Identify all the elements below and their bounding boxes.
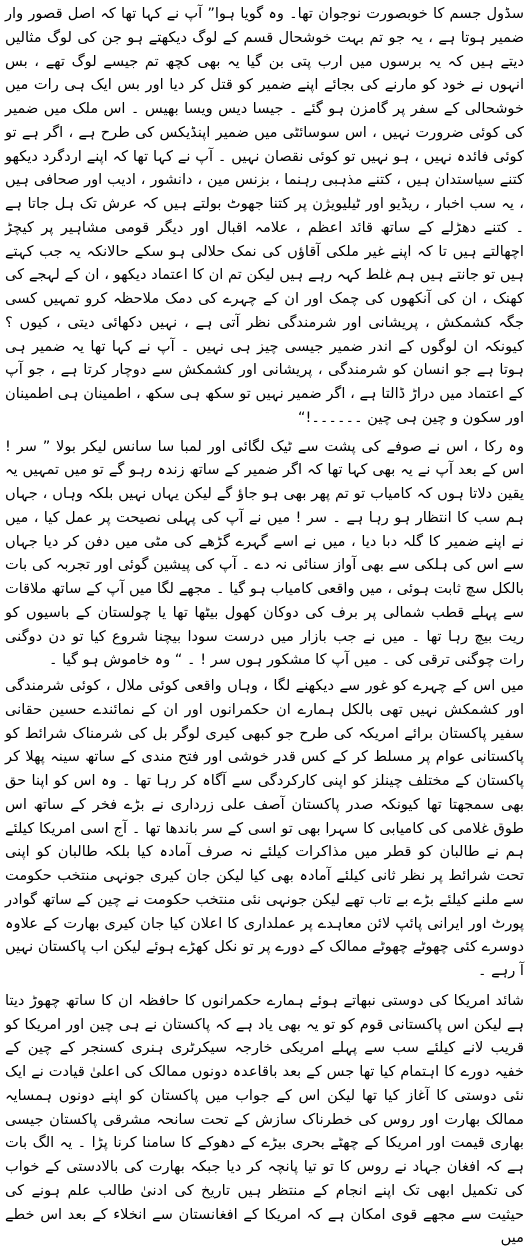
article-paragraph: میں اس کے چہرے کو غور سے دیکھنے لگا ، وہاں واقعی کوئی ملال ، کوئی شرمندگی اور کشمکش نہیں تھی بالکل ہمارے ان حکمرانوں اور ان کے نمائندے حسین حقانی سفیر پاکستان برائے امریکہ کی طرح جو کبھی کیری لوگر بل کی شرمناک شرائط کو پاکستانی عوام پر مسلط کر کے کس قدر خوشی اور فتح مندی کے ساتھ سینہ پھلا کر پاکستان کے مختلف چینلز کو اپنی کارکردگی سے آگاہ کر رہا تھا ۔ وہ اس کو اپنا حق بھی سمجھتا تھا کیونکہ صدر پاکستان آصف علی زرداری نے بڑے فخر کے ساتھ اس طوق غلامی کی کامیابی کا سہرا بھی تو اسی کے سر باندھا تھا ۔ آج اسی امریکا کیلئے ہم نے طالبان کو قطر میں مذاکرات کیلئے نہ صرف آمادہ کیا بلکہ طالبان کو اپنی تحت شرائط پر نظر ثانی کیلئے آمادہ بھی کیا لیکن جان کیری جونہی منتخب حکومت سے ملنے کیلئے بڑے بے تاب تھے لیکن جونہی نئی منتخب حکومت نے چین کے ساتھ گوادر پورٹ اور ایرانی پائپ لائن معاہدے پر عملداری کا اعلان کیا جان کیری بھارت کے علاوہ دوسرے کئی چھوٹے چھوٹے ممالک کے دورے پر تو نکل کھڑے ہوئے لیکن اب پاکستان نہیں آ رہے ۔ [5,677,524,979]
article-body [5,2,524,1250]
article-paragraph: سڈول جسم کا خوبصورت نوجوان تھا۔ وہ گویا ہوا” آپ نے کہا تھا کہ اصل قصور وار ضمیر ہوتا ہے ، یہ جو تم بہت خوشحال قسم کے لوگ دیکھتے ہو جن کی لوگ مثالیں دیتے ہیں کہ یہ برسوں میں ارب پتی بن گیا یہ بھی کچھ تم جیسے لوگ تھے ، بس انہوں نے خود کو مارنے کی بجائے اپنے ضمیر کو قتل کر دیا اور بس ایک ہی رات میں خوشحالی کے سفر پر گامزن ہو گئے ۔ جیسا دیس ویسا بھیس ۔ اس ملک میں ضمیر کی کوئی ضرورت نہیں ، اس سوسائٹی میں ضمیر اپنڈیکس کی طرح ہے ، اگر ہے تو کوئی فائدہ نہیں ، ہو نہیں تو کوئی نقصان نہیں ۔ آپ نے کہا تھا کہ اپنے اردگرد دیکھو کتنے سیاستدان ہیں ، کتنے مذہبی رہنما ، بزنس مین ، دانشور ، ادیب اور صحافی ہیں ، یہ سب اخبار ، ریڈیو اور ٹیلیویژن پر کتنا جھوٹ بولتے ہیں کہ عرش تک ہل جاتا ہے ۔ کتنے دھڑلے کے ساتھ قائد اعظم ، علامہ اقبال اور دیگر قومی مشاہیر پر کیچڑ اچھالتے ہیں تا کہ اپنے غیر ملکی آقاؤں کی نمک حلالی ہو سکے حالانکہ یہ جب کہتے ہیں تو جانتے ہیں ہم غلط کہہ رہے ہیں لیکن تم ان کا اعتماد دیکھو ، ان کے لہجے کی کھنک ، ان کی آنکھوں کی چمک اور ان کے چہرے کی دمک ملاحظہ کرو تمہیں کسی جگہ کشمکش ، پریشانی اور شرمندگی نظر آتی ہے ، نہیں دکھائی دیتی ، کیوں ؟ کیونکہ ان لوگوں کے اندر ضمیر جیسی چیز ہی نہیں ۔ آپ نے کہا تھا یہ ضمیر ہی ہوتا ہے جو انسان کو شرمندگی ، پریشانی اور کشمکش سے دوچار کرتا ہے ، جو آپ کے اعتماد میں دراڑ ڈالتا ہے ، اگر ضمیر نہیں تو سکھ ہی سکھ ، اطمینان ہی اطمینان اور سکون و چین ہی چین ۔۔۔۔۔۔!“ [5,5,524,426]
article-paragraph: وہ رکا ، اس نے صوفے کی پشت سے ٹیک لگائی اور لمبا سا سانس لیکر بولا ” سر ! اس کے بعد آپ نے یہ بھی کہا تھا کہ اگر ضمیر کے ساتھ زندہ رہو گے تو میں تمہیں یہ یقین دلاتا ہوں کہ کامیاب تو تم پھر بھی ہو جاؤ گے لیکن یہاں نہیں بلکہ وہاں ، جہاں ہم سب کا انتظار ہو رہا ہے ۔ سر ! میں نے آپ کی پہلی نصیحت پر عمل کیا ، میں نے اپنے ضمیر کا گلہ دبا دیا ، میں نے اسے گہرے گڑھے کی مٹی میں دفن کر دیا جہاں سے اس کی ہلکی سے بھی آواز سنائی نہ دے ۔ آپ کی پیشین گوئی اور تجربہ کی بات بالکل سچ ثابت ہوئی ، میں واقعی کامیاب ہو گیا ۔ مجھے لگا میں آپ کے ساتھ ملاقات سے پہلے قطب شمالی پر برف کی دوکان کھول بیٹھا تھا یا چولستان کے باسیوں کو ریت بیچ رہا تھا ۔ میں نے جب بازار میں درست سودا بیچنا شروع کیا تو دن دوگنی رات چوگنی ترقی کی ۔ میں آپ کا مشکور ہوں سر ! ۔ “ وہ خاموش ہو گیا ۔ [5,437,524,669]
article-paragraph: شائد امریکا کی دوستی نبھاتے ہوئے ہمارے حکمرانوں کا حافظہ ان کا ساتھ چھوڑ دیتا ہے لیکن اس پاکستانی قوم کو تو یہ بھی یاد ہے کہ پاکستان نے ہی چین اور امریکا کو قریب لانے کیلئے سب سے پہلے امریکی خارجہ سیکرٹری ہنری کسنجر کے چین کے خفیہ دورے کا اہتمام کیا تھا جس کے بعد باقاعدہ دونوں ممالک کی اعلیٰ قیادت نے ایک نئی دوستی کا آغاز کیا تھا لیکن اس کے جواب میں پاکستان کو اپنے دونوں ہمسایہ ممالک بھارت اور روس کی خطرناک سازش کے تحت سانحہ مشرقی پاکستان جیسی بھاری قیمت اور امریکا کے چھٹے بحری بیڑے کے دھوکے کا سامنا کرنا پڑا ۔ یہ الگ بات ہے کہ افغان جہاد نے روس کا تو تیا پانچہ کر دیا جبکہ بھارت کی بالادستی کے خواب کی تکمیل ابھی تک اپنے انجام کے منتظر ہیں تاریخ کی ادنیٰ طالب علم ہونے کی حیثیت سے مجھے قوی امکان ہے کہ امریکا کے افغانستان سے انخلاء کے بعد اس خطے میں [5,991,524,1247]
